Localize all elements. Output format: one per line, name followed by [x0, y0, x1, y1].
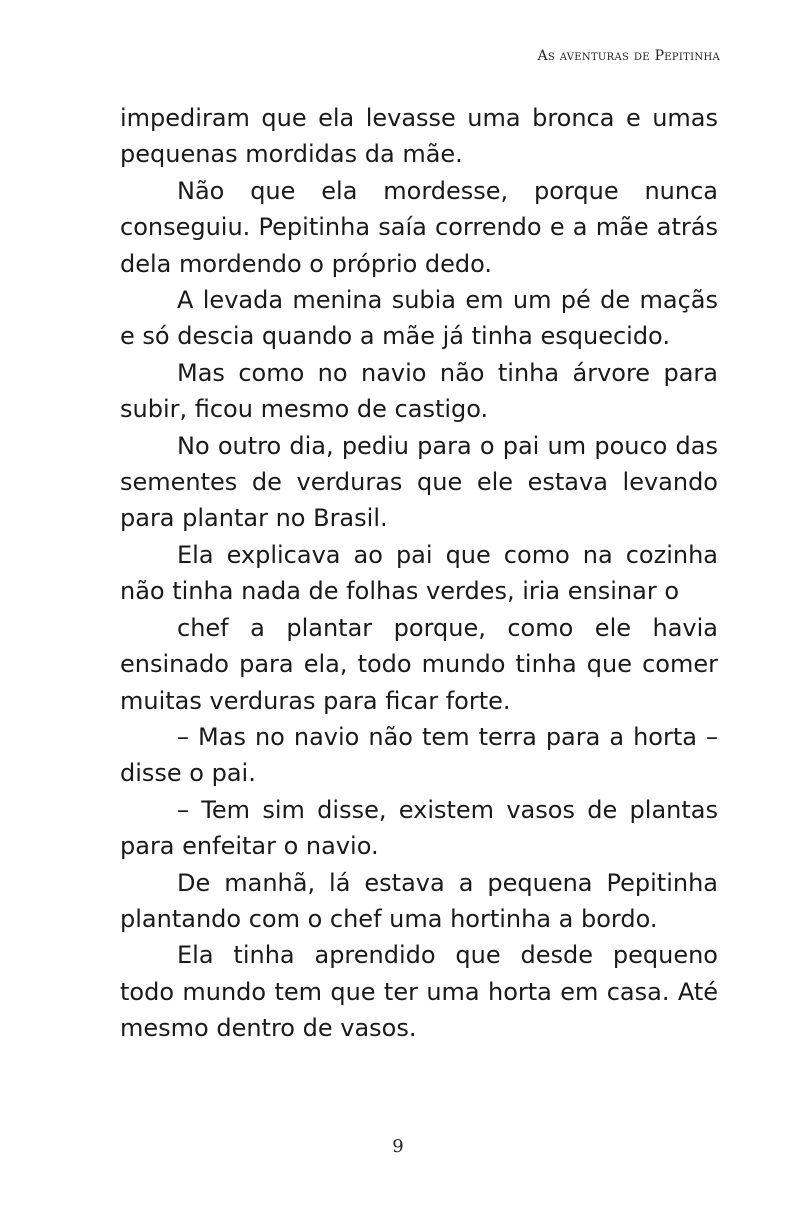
- paragraph: – Tem sim disse, existem vasos de plantas para enfeitar o navio.: [120, 795, 718, 861]
- paragraph: Ela tinha aprendido que desde pequeno todo mundo tem que ter uma horta em casa. Até mesmo dentro de vasos.: [120, 941, 718, 1043]
- paragraph: chef a plantar porque, como ele havia ensinado para ela, todo mundo tinha que comer muitas verduras para ficar forte.: [120, 613, 718, 715]
- paragraph: De manhã, lá estava a pequena Pepitinha plantando com o chef uma hortinha a bordo.: [120, 868, 718, 933]
- page-number: 9: [392, 1136, 404, 1157]
- body-text: [120, 100, 718, 1047]
- paragraph: Mas como no navio não tinha árvore para subir, ficou mesmo de castigo.: [120, 358, 718, 424]
- paragraph: No outro dia, pediu para o pai um pouco das sementes de verduras que ele estava levando para plantar no Brasil.: [120, 431, 718, 533]
- paragraph: Não que ela mordesse, porque nunca conseguiu. Pepitinha saía correndo e a mãe atrás dela mordendo o próprio dedo.: [120, 176, 718, 278]
- paragraph: impediram que ela levasse uma bronca e umas pequenas mordidas da mãe.: [120, 104, 718, 169]
- paragraph: – Mas no navio não tem terra para a horta – disse o pai.: [120, 722, 718, 788]
- paragraph: A levada menina subia em um pé de maçãs e só descia quando a mãe já tinha esquecido.: [120, 286, 718, 351]
- paragraph: Ela explicava ao pai que como na cozinha não tinha nada de folhas verdes, iria ensinar o: [120, 540, 718, 606]
- running-header: As aventuras de Pepitinha: [537, 48, 720, 64]
